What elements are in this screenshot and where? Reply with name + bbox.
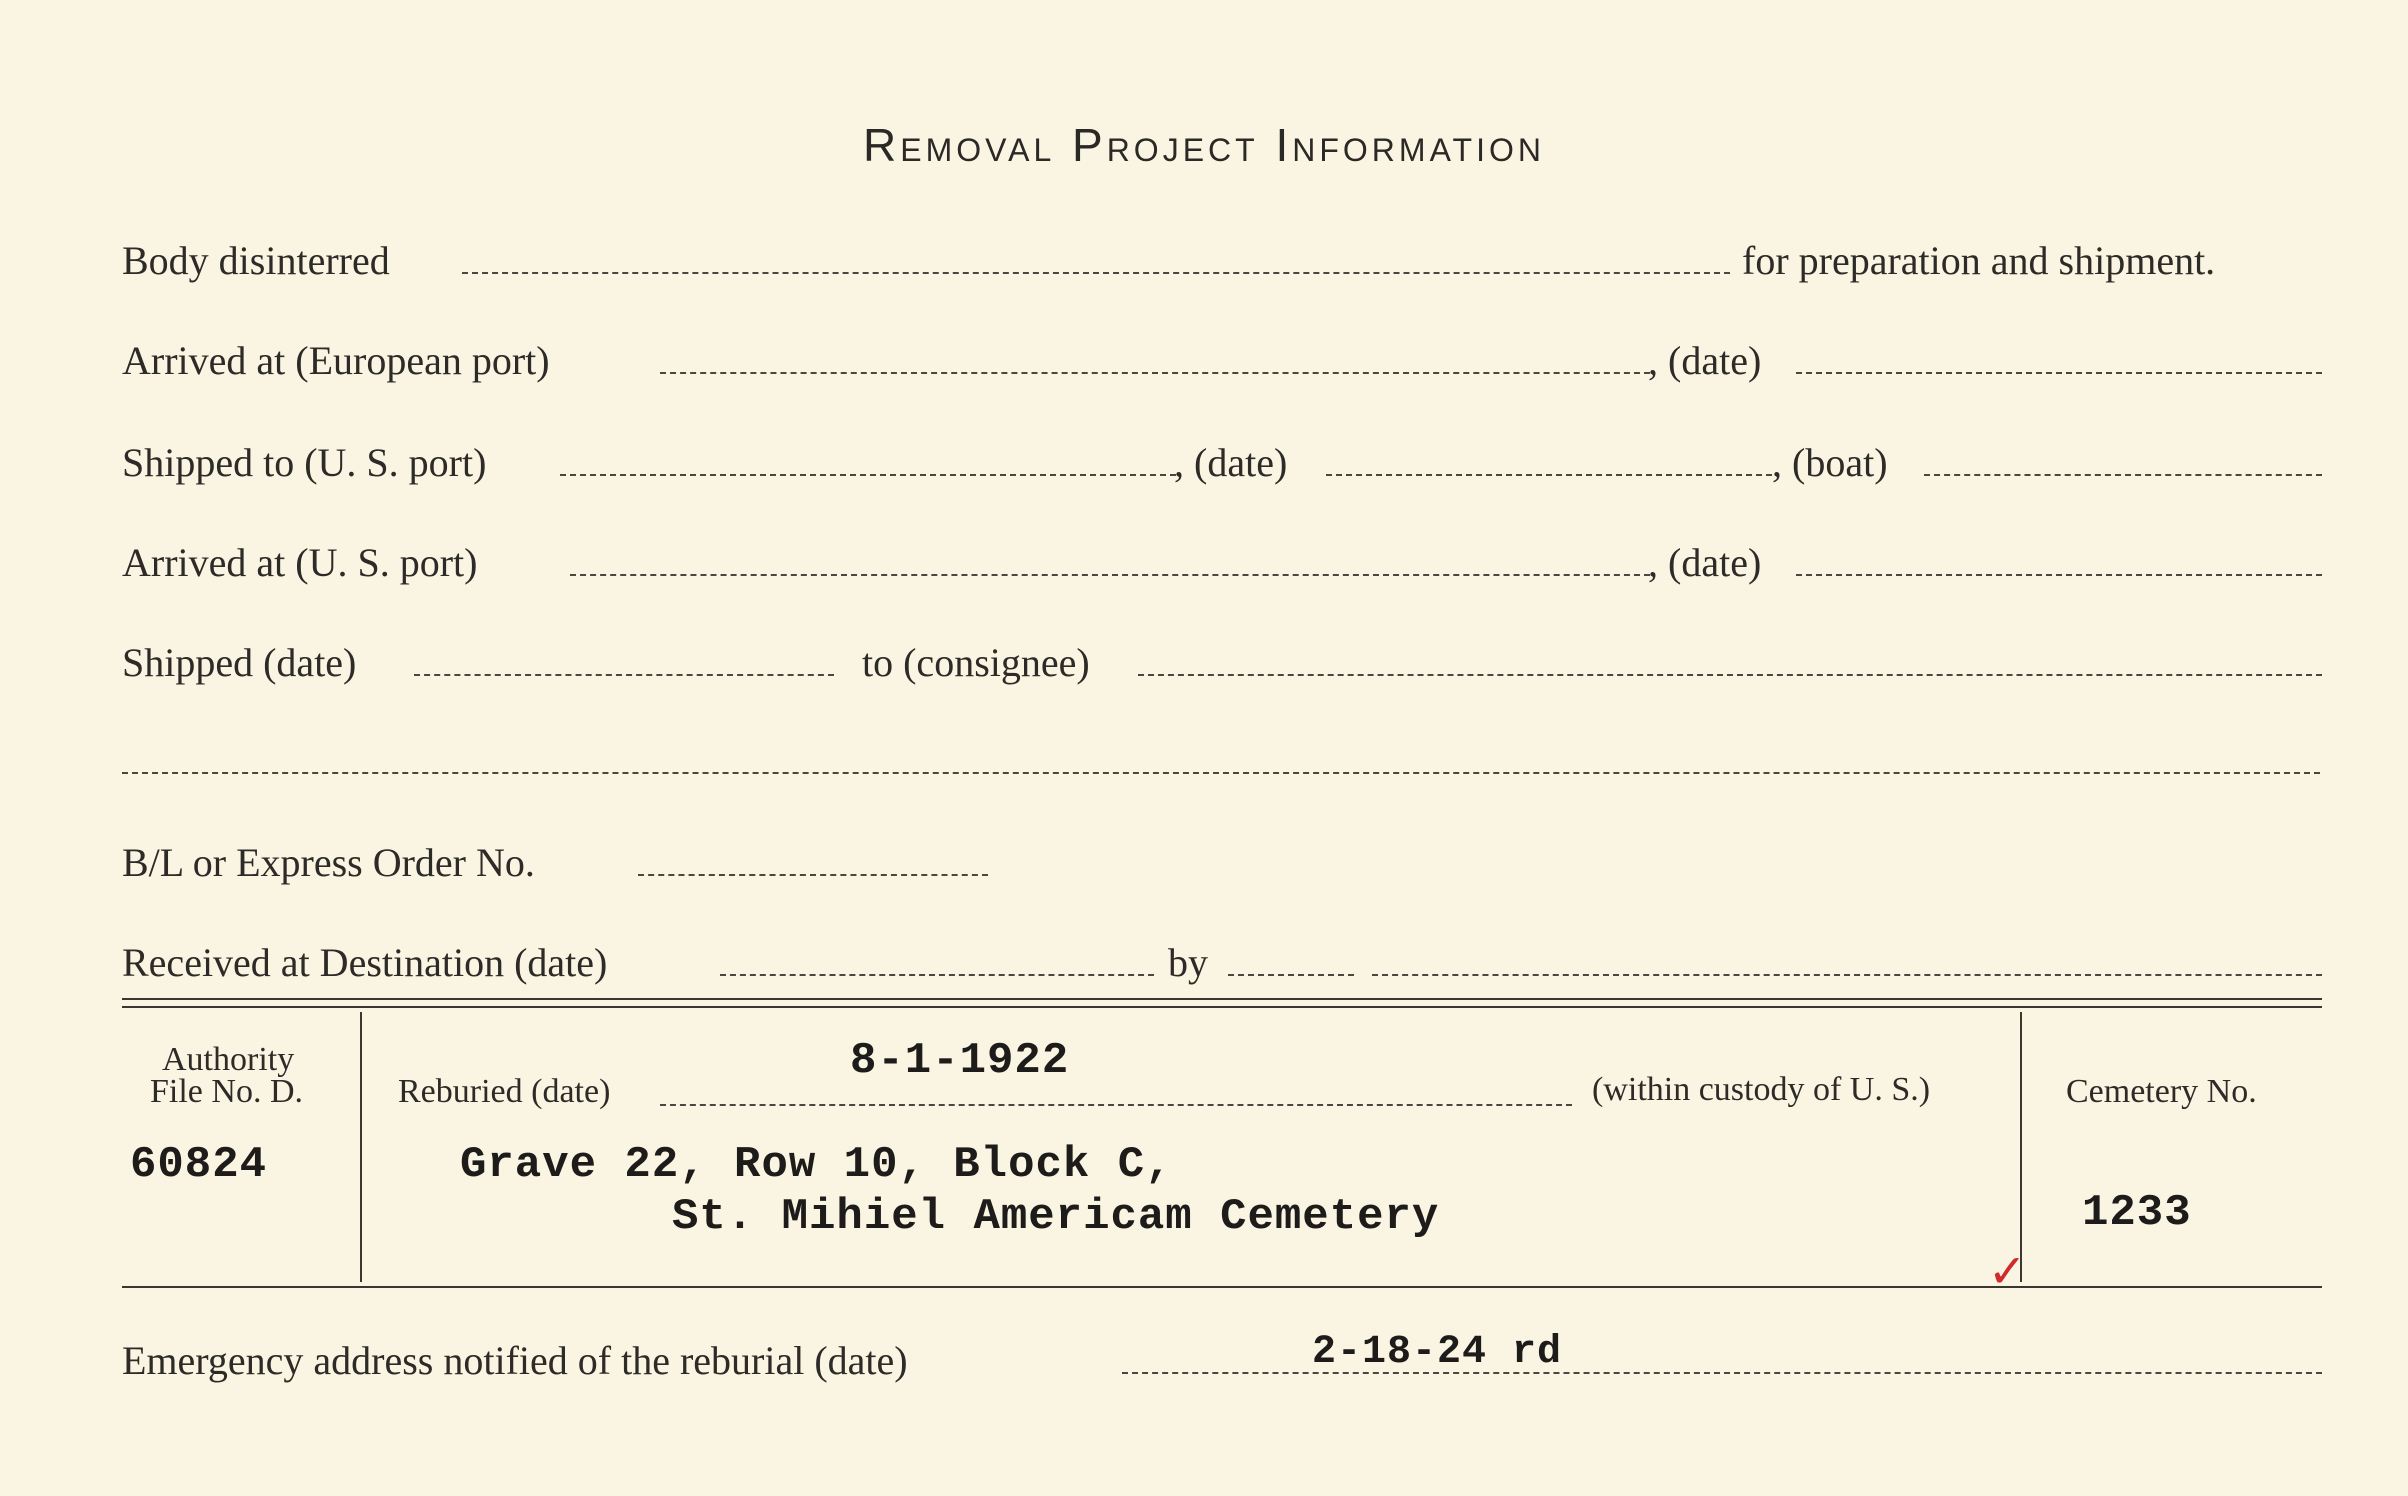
label-custody: (within custody of U. S.): [1592, 1071, 1931, 1108]
reburied-date-value: 8-1-1922: [850, 1036, 1070, 1086]
grave-location-line-1: Grave 22, Row 10, Block C,: [460, 1140, 1173, 1190]
blank-shipped-date: [1326, 474, 1772, 476]
blank-reburied-date: [660, 1104, 1572, 1106]
label-arrived-us-date: , (date): [1648, 540, 1762, 585]
box-top-rule-2: [122, 1006, 2322, 1008]
label-to-consignee: to (consignee): [862, 640, 1090, 685]
blank-arrived-us-date: [1796, 574, 2322, 576]
label-file-no: File No. D.: [150, 1073, 303, 1110]
label-shipped-date: , (date): [1174, 440, 1288, 485]
label-authority: Authority: [162, 1041, 295, 1078]
label-emergency-address: Emergency address notified of the reburial (date): [122, 1338, 908, 1383]
blank-by-b: [1372, 974, 2322, 976]
label-cemetery-no: Cemetery No.: [2066, 1073, 2257, 1110]
blank-body-disinterred: [462, 272, 1730, 274]
grave-location-line-2: St. Mihiel Americam Cemetery: [672, 1192, 1440, 1242]
label-arrived-us-port: Arrived at (U. S. port): [122, 540, 478, 585]
label-arrived-european-port: Arrived at (European port): [122, 338, 550, 383]
blank-us-port: [560, 474, 1176, 476]
authority-file-number: 60824: [130, 1140, 268, 1190]
red-check-icon: ✓: [1988, 1244, 2027, 1298]
blank-consignee-continued: [122, 772, 2320, 774]
label-shipped-to-us-port: Shipped to (U. S. port): [122, 440, 487, 485]
emergency-date-value: 2-18-24 rd: [1312, 1330, 1563, 1375]
label-reburied-date: Reburied (date): [398, 1073, 611, 1110]
label-boat: , (boat): [1772, 440, 1888, 485]
cemetery-number: 1233: [2082, 1188, 2192, 1238]
label-european-date: , (date): [1648, 338, 1762, 383]
blank-received-date: [720, 974, 1154, 976]
blank-european-date: [1796, 372, 2322, 374]
blank-european-port: [660, 372, 1650, 374]
blank-bl-order: [638, 874, 988, 876]
label-body-disinterred: Body disinterred: [122, 238, 390, 283]
box-top-rule-1: [122, 998, 2322, 1000]
blank-arrived-us-port: [570, 574, 1650, 576]
label-by: by: [1168, 940, 1208, 985]
label-received-destination: Received at Destination (date): [122, 940, 608, 985]
label-bl-order: B/L or Express Order No.: [122, 840, 535, 885]
label-shipped-date-consignee: Shipped (date): [122, 640, 357, 685]
blank-by-a: [1228, 974, 1354, 976]
box-divider-right: [2020, 1012, 2022, 1282]
label-for-preparation: for preparation and shipment.: [1742, 238, 2216, 283]
blank-consignee: [1138, 674, 2322, 676]
blank-boat: [1924, 474, 2322, 476]
blank-emergency-date: [1122, 1372, 2322, 1374]
blank-shipped-consignee-date: [414, 674, 834, 676]
box-divider-left: [360, 1012, 362, 1282]
card-title: Removal Project Information: [863, 119, 1545, 171]
